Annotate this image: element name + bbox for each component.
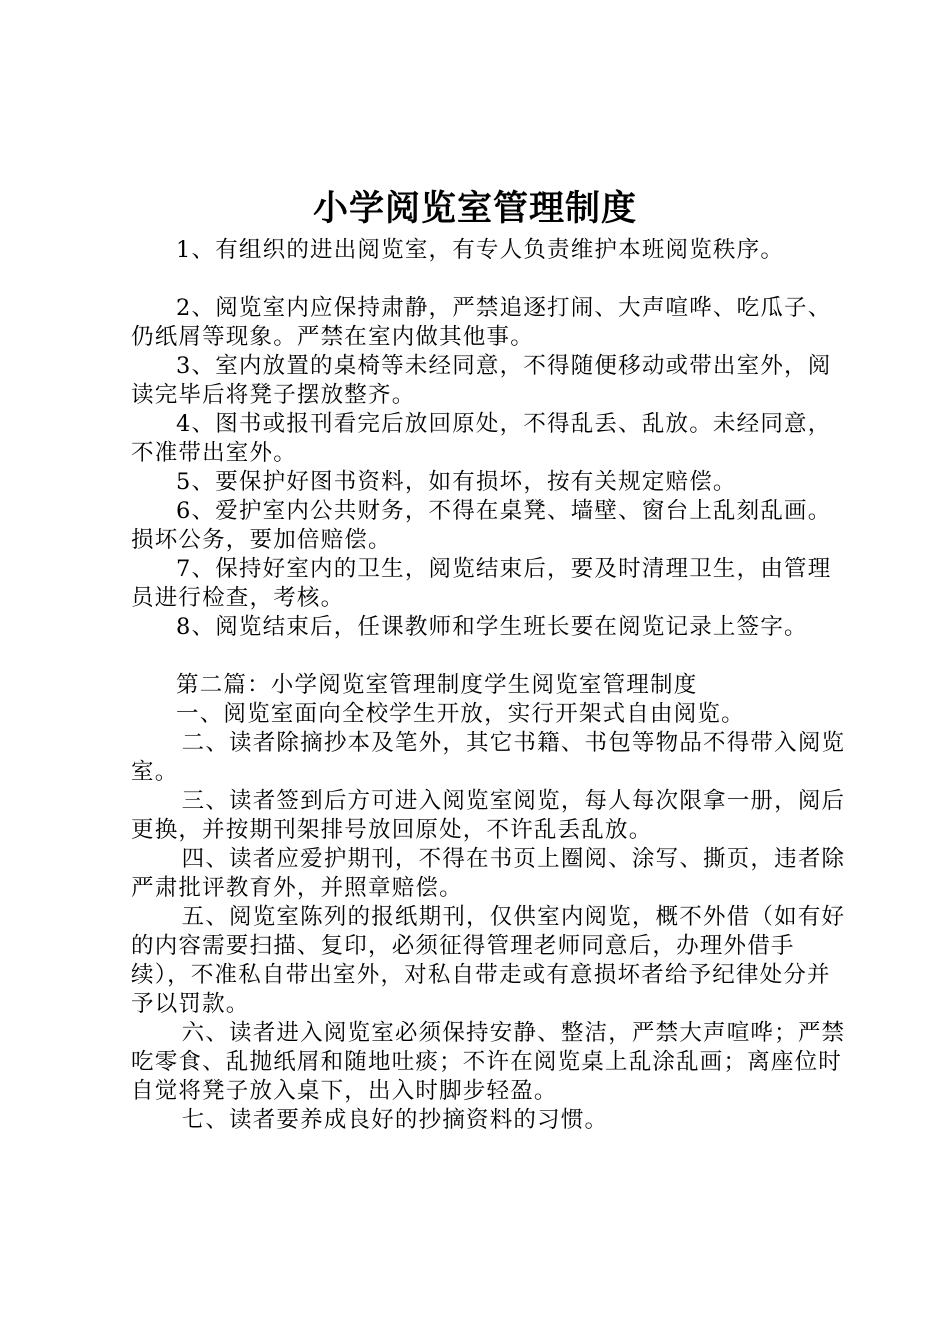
document-title: 小学阅览室管理制度 — [312, 188, 637, 229]
rule-5: 5、要保护好图书资料，如有损坏，按有关规定赔偿。 — [176, 469, 737, 495]
student-rule-6: 六、读者进入阅览室必须保持安静、整洁，严禁大声喧哗；严禁吃零食、乱抛纸屑和随地吐痰；不许在阅览桌上乱涂乱画；离座位时自觉将凳子放入桌下，出入时脚步轻盈。 — [131, 1020, 846, 1104]
rule-6: 6、爱护室内公共财务，不得在桌凳、墙壁、窗台上乱刻乱画。损坏公务，要加倍赔偿。 — [131, 498, 832, 553]
rule-2: 2、阅览室内应保持肃静，严禁追逐打闹、大声喧哗、吃瓜子、仍纸屑等现象。严禁在室内做其他事。 — [131, 295, 832, 350]
rule-4: 4、图书或报刊看完后放回原处，不得乱丢、乱放。未经同意，不准带出室外。 — [131, 411, 832, 466]
rule-7: 7、保持好室内的卫生，阅览结束后，要及时清理卫生，由管理员进行检查，考核。 — [131, 556, 832, 611]
rule-3: 3、室内放置的桌椅等未经同意，不得随便移动或带出室外，阅读完毕后将凳子摆放整齐。 — [131, 353, 832, 408]
student-rule-4: 四、读者应爱护期刊，不得在书页上圈阅、涂写、撕页，违者除严肃批评教育外，并照章赔偿。 — [131, 846, 846, 901]
rule-8: 8、阅览结束后，任课教师和学生班长要在阅览记录上签字。 — [176, 614, 808, 640]
student-rule-5: 五、阅览室陈列的报纸期刊，仅供室内阅览，概不外借（如有好的内容需要扫描、复印，必须征得管理老师同意后，办理外借手续），不准私自带出室外，对私自带走或有意损坏者给予纪律处分并予以罚款。 — [131, 904, 846, 1017]
document-body — [131, 236, 851, 1135]
student-rule-2: 二、读者除摘抄本及笔外，其它书籍、书包等物品不得带入阅览室。 — [131, 730, 846, 785]
rule-1: 1、有组织的进出阅览室，有专人负责维护本班阅览秩序。 — [176, 237, 785, 263]
student-rule-1: 一、阅览室面向全校学生开放，实行开架式自由阅览。 — [176, 701, 745, 727]
student-rule-7: 七、读者要养成良好的抄摘资料的习惯。 — [181, 1107, 609, 1133]
section-heading: 第二篇：小学阅览室管理制度学生阅览室管理制度 — [176, 672, 698, 698]
student-rule-3: 三、读者签到后方可进入阅览室阅览，每人每次限拿一册，阅后更换，并按期刊架排号放回原处，不许乱丢乱放。 — [131, 788, 846, 843]
